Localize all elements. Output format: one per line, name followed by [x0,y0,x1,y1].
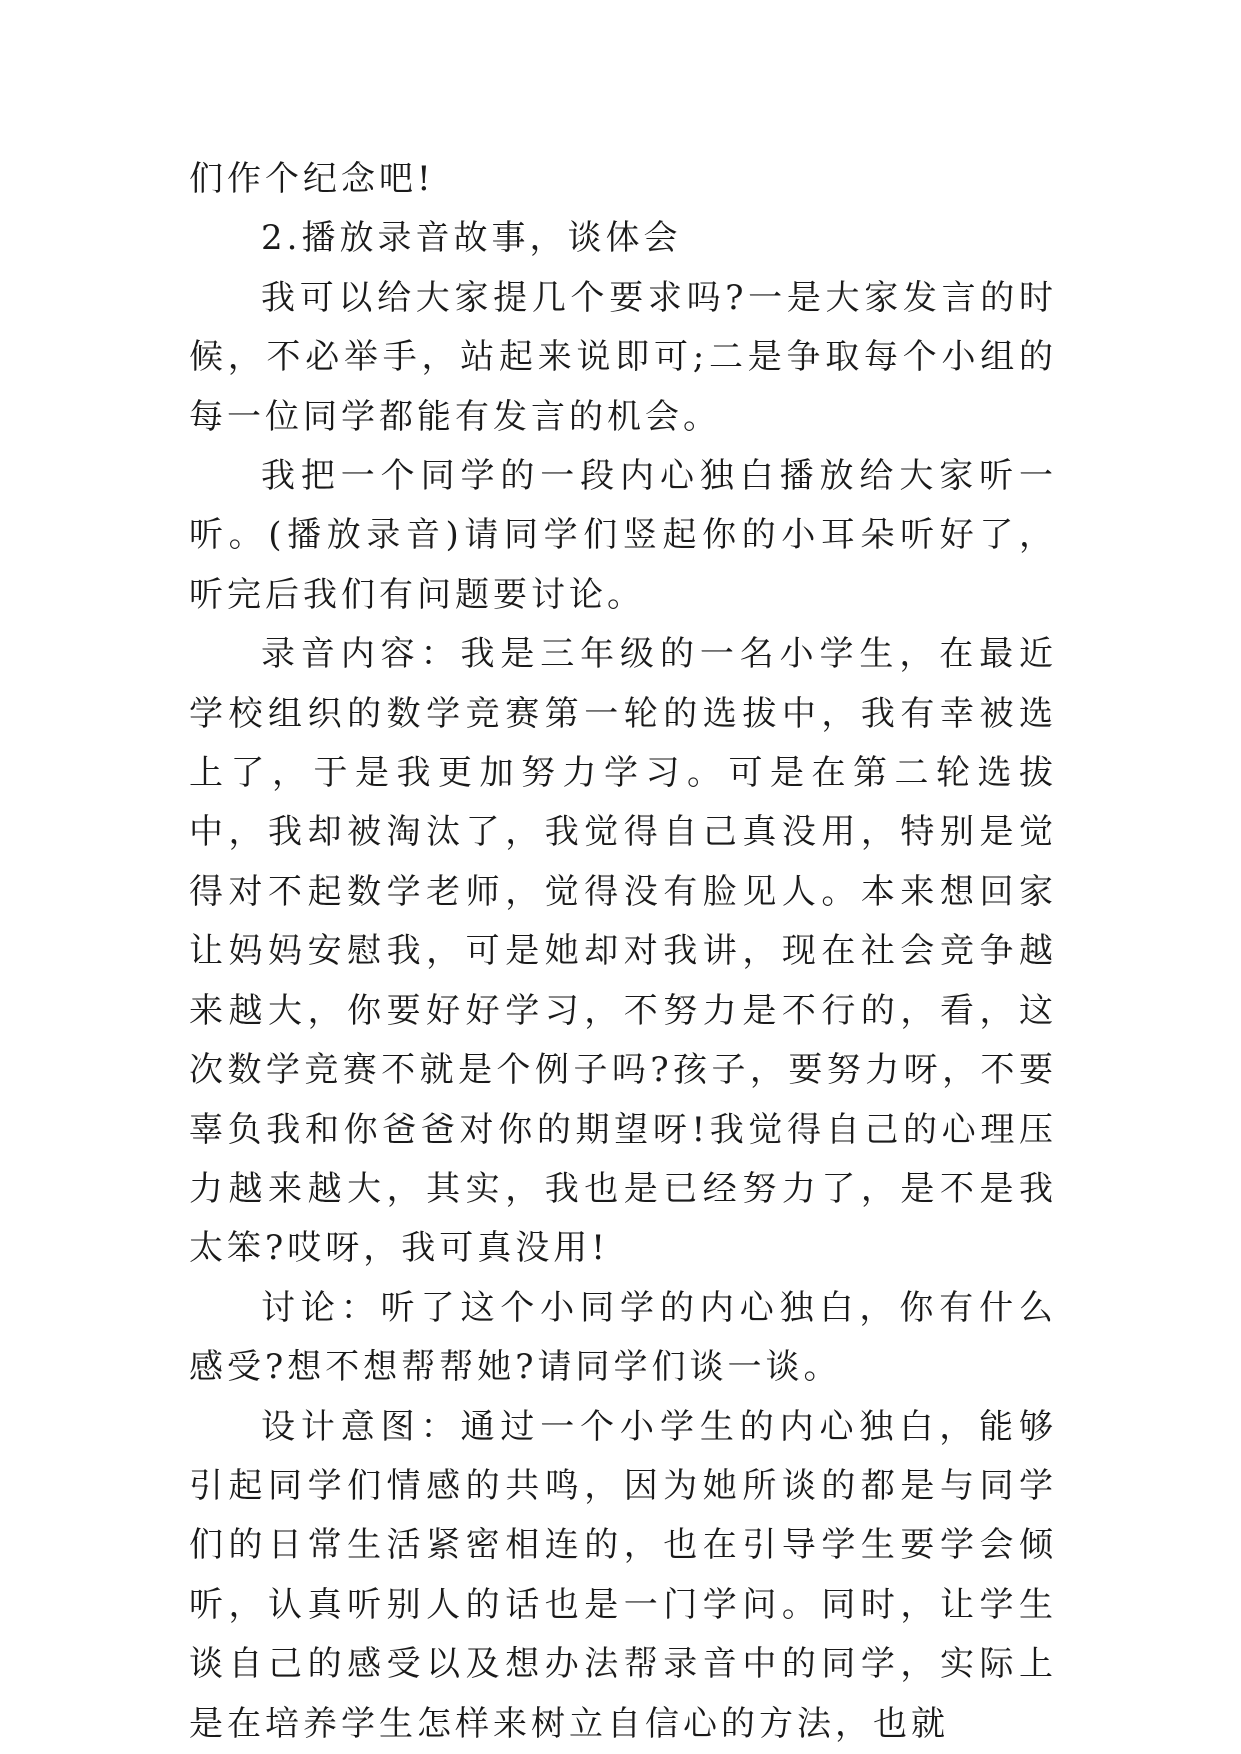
paragraph-discussion: 讨论：听了这个小同学的内心独白，你有什么感受?想不想帮帮她?请同学们谈一谈。 [189,1287,1057,1388]
paragraph-continuation: 们作个纪念吧! [189,159,435,199]
paragraph-play-recording: 我把一个同学的一段内心独白播放给大家听一听。(播放录音)请同学们竖起你的小耳朵听好了，听完后我们有问题要讨论。 [189,456,1057,615]
document-body [189,150,1057,1754]
paragraph-requirements: 我可以给大家提几个要求吗?一是大家发言的时候，不必举手，站起来说即可;二是争取每个小组的每一位同学都能有发言的机会。 [189,277,1057,437]
paragraph-design-intent: 设计意图：通过一个小学生的内心独白，能够引起同学们情感的共鸣，因为她所谈的都是与同学们的日常生活紧密相连的，也在引导学生要学会倾听，认真听别人的话也是一门学问。同时，让学生谈自己的感受以及想办法帮录音中的同学，实际上是在培养学生怎样来树立自信心的方法，也就 [189,1406,1057,1744]
section-heading: 2.播放录音故事，谈体会 [261,218,682,259]
paragraph-recording-content: 录音内容：我是三年级的一名小学生，在最近学校组织的数学竞赛第一轮的选拔中，我有幸被选上了，于是我更加努力学习。可是在第二轮选拔中，我却被淘汰了，我觉得自己真没用，特别是觉得对不起数学老师，觉得没有脸见人。本来想回家让妈妈安慰我，可是她却对我讲，现在社会竞争越来越大，你要好好学习，不努力是不行的，看，这次数学竞赛不就是个例子吗?孩子，要努力呀，不要辜负我和你爸爸对你的期望呀!我觉得自己的心理压力越来越大，其实，我也是已经努力了，是不是我太笨?哎呀，我可真没用! [189,634,1057,1269]
